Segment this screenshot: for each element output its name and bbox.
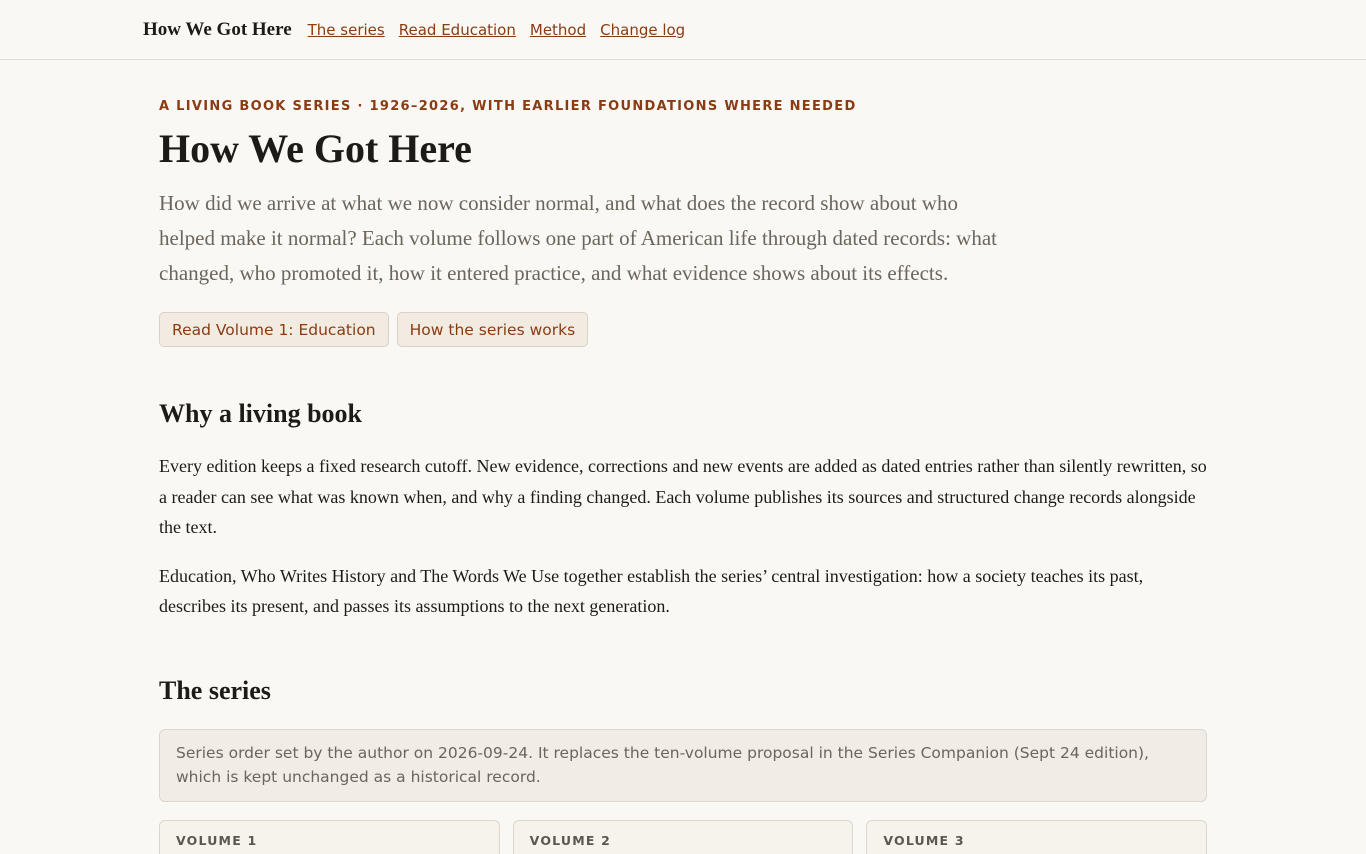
volume-card-3[interactable] bbox=[866, 820, 1207, 854]
volume-card-2[interactable] bbox=[513, 820, 854, 854]
hero-lede: How did we arrive at what we now consider normal, and what does the record show about who helped make it normal? Each volume follows one part of American life through dated records: what changed, who promoted it, how it entered practice, and what evidence shows about its effects. bbox=[159, 191, 997, 285]
nav-link-the-series[interactable]: The series bbox=[307, 20, 385, 39]
volume-label: VOLUME 3 bbox=[883, 832, 965, 848]
nav-link-change-log[interactable]: Change log bbox=[600, 20, 686, 39]
read-volume-1-button[interactable]: Read Volume 1: Education bbox=[159, 312, 389, 347]
page-title: How We Got Here bbox=[159, 126, 472, 171]
volume-cards bbox=[159, 820, 1207, 854]
main-content bbox=[0, 98, 1207, 854]
why-living-book-section bbox=[159, 397, 1207, 622]
series-order-note: Series order set by the author on 2026-09-24. It replaces the ten-volume proposal in the Series Companion (Sept 24 edition), which is kept unchanged as a historical record. bbox=[159, 729, 1207, 802]
hero-actions bbox=[159, 312, 1207, 347]
nav-link-method[interactable]: Method bbox=[529, 20, 587, 39]
site-brand[interactable]: How We Got Here bbox=[143, 18, 292, 40]
series-kicker: A LIVING BOOK SERIES · 1926–2026, WITH EARLIER FOUNDATIONS WHERE NEEDED bbox=[159, 99, 857, 114]
series-section bbox=[159, 674, 1207, 854]
volume-label: VOLUME 1 bbox=[176, 832, 258, 848]
how-series-works-button[interactable]: How the series works bbox=[397, 312, 589, 347]
why-paragraph-2: Education, Who Writes History and The Words We Use together establish the series’ central investigation: how a society teaches its past, describes its present, and passes its assumptions to the next generation. bbox=[159, 565, 1144, 616]
volume-label: VOLUME 2 bbox=[529, 832, 612, 848]
why-paragraph-1: Every edition keeps a fixed research cutoff. New evidence, corrections and new events are added as dated entries rather than silently rewritten, so a reader can see what was known when, and why a finding changed. Each volume publishes its sources and structured change records alongside the text. bbox=[159, 456, 1207, 537]
why-heading: Why a living book bbox=[159, 399, 363, 428]
volume-card-1[interactable] bbox=[159, 820, 500, 854]
nav-link-read-education[interactable]: Read Education bbox=[398, 20, 516, 39]
hero-section bbox=[159, 98, 1207, 347]
top-navigation bbox=[0, 0, 1366, 60]
series-heading: The series bbox=[159, 675, 271, 705]
